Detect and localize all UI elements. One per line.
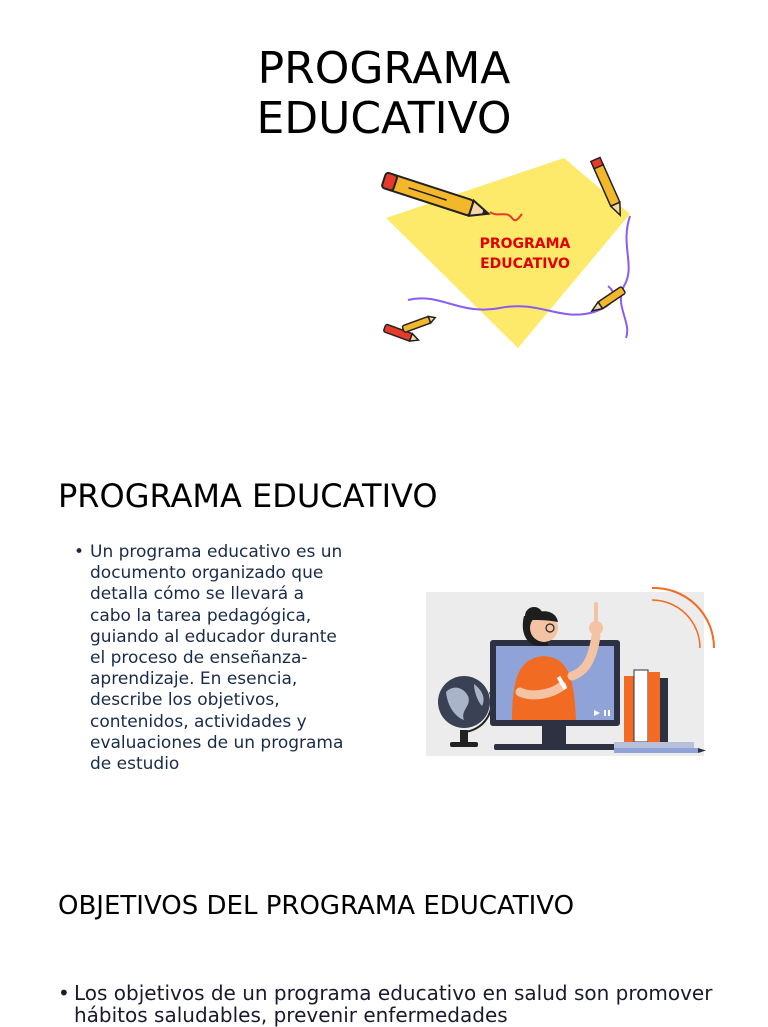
teacher-illustration xyxy=(424,580,720,766)
list-item: • Un programa educativo es un documento organizado que detalla cómo se llevará a cabo la tarea pedagógica, guiando al educador durante el proceso de enseñanza-aprendizaje. En esencia, describe los objetivos, contenidos, actividades y evaluaciones de un programa de estudio xyxy=(74,542,344,775)
clipart-label-line-2: EDUCATIVO xyxy=(480,256,570,272)
clipart-label xyxy=(440,234,610,274)
title-line-1: PROGRAMA xyxy=(257,43,511,94)
pencil-icon xyxy=(402,314,436,332)
slide-definition xyxy=(0,420,768,850)
section-title: OBJETIVOS DEL PROGRAMA EDUCATIVO xyxy=(58,891,575,921)
slide-objectives xyxy=(0,860,768,1027)
page-title xyxy=(0,44,768,144)
bullet-list xyxy=(58,982,738,1026)
list-item: • Los objetivos de un programa educativo en salud son promover hábitos saludables, prevenir enfermedades xyxy=(58,982,738,1026)
squiggle-line-right xyxy=(621,216,630,338)
clipart-label-line-1: PROGRAMA xyxy=(479,236,571,252)
title-line-2: EDUCATIVO xyxy=(256,93,512,144)
slide-title xyxy=(0,0,768,400)
section-title: PROGRAMA EDUCATIVO xyxy=(58,477,438,515)
bullet-list xyxy=(74,542,344,775)
